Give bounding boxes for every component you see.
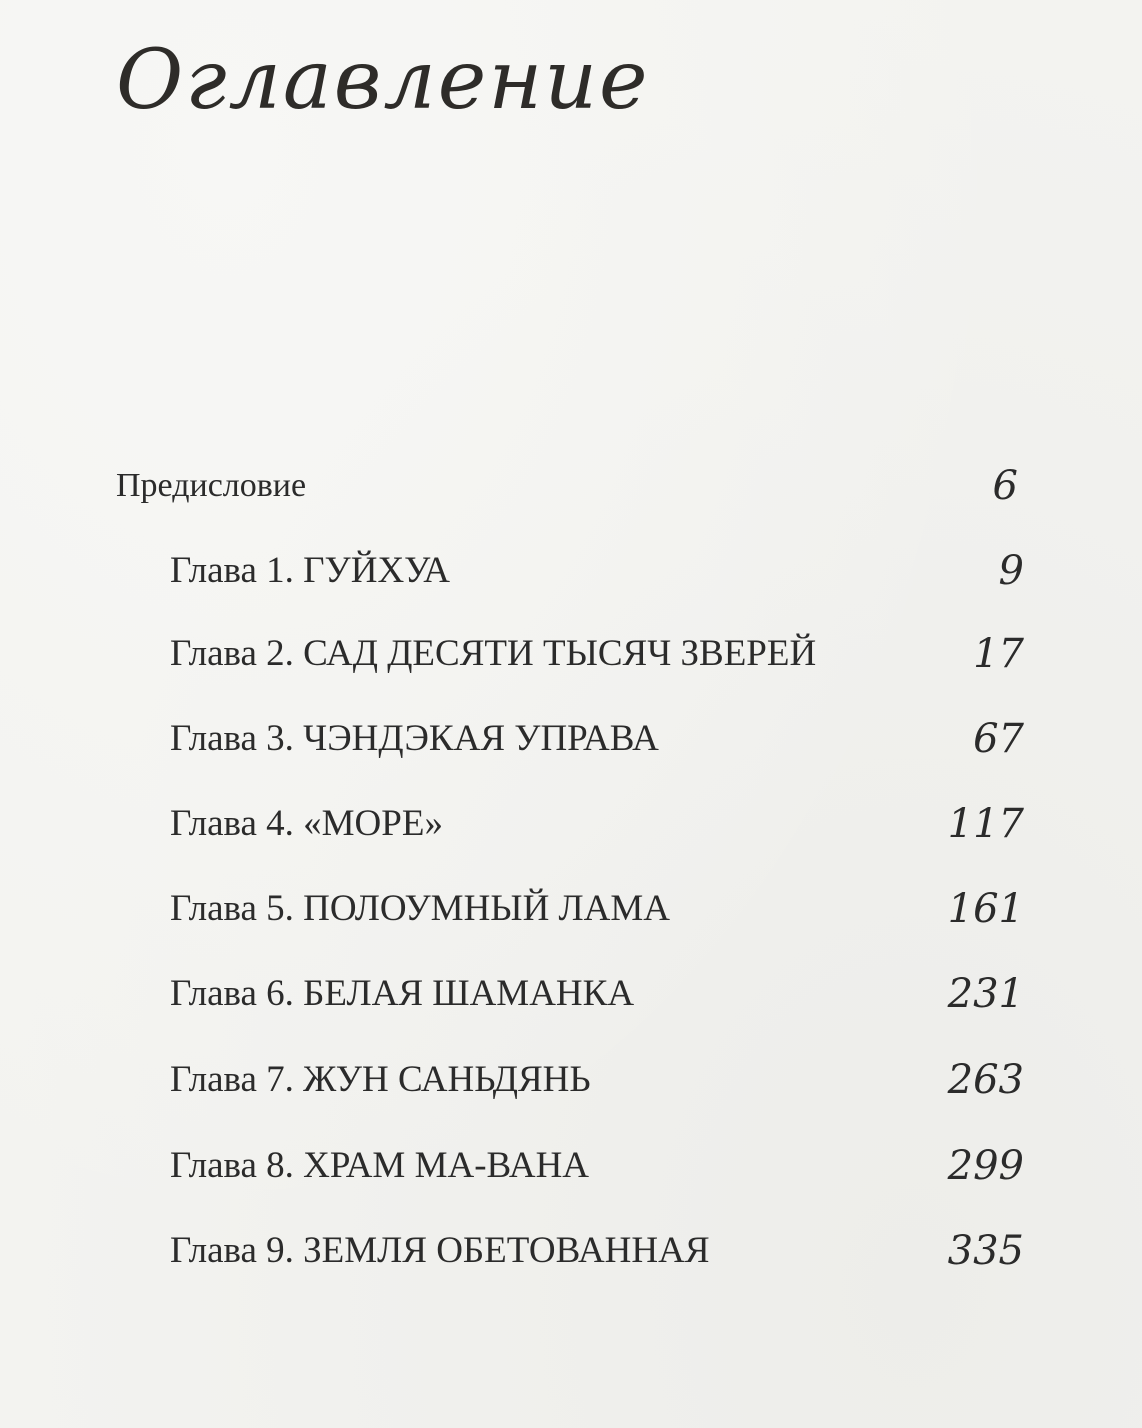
toc-entry-page: 161 [947, 886, 1024, 932]
toc-entry-title: Глава 6. БЕЛАЯ ШАМАНКА [170, 973, 635, 1014]
toc-entry-chapter-5 [0, 879, 1142, 939]
toc-entry-page: 299 [947, 1143, 1024, 1189]
toc-entry-page: 17 [973, 631, 1024, 677]
toc-entry-chapter-4 [0, 794, 1142, 854]
toc-entry-chapter-9 [0, 1221, 1142, 1281]
toc-entry-chapter-3 [0, 709, 1142, 769]
toc-entry-title: Глава 5. ПОЛОУМНЫЙ ЛАМА [170, 888, 670, 929]
toc-entry-page: 263 [947, 1057, 1024, 1103]
toc-entry-page: 231 [947, 971, 1024, 1017]
toc-entry-chapter-6 [0, 964, 1142, 1024]
toc-entry-page: 6 [992, 463, 1018, 509]
toc-entry-title: Глава 2. САД ДЕСЯТИ ТЫСЯЧ ЗВЕРЕЙ [170, 633, 817, 674]
toc-entry-chapter-2 [0, 624, 1142, 684]
toc-entry-title: Глава 7. ЖУН САНЬДЯНЬ [170, 1059, 591, 1100]
toc-entry-title: Глава 1. ГУЙХУА [170, 550, 451, 591]
toc-entry-page: 9 [998, 548, 1024, 594]
toc-entry-title: Глава 9. ЗЕМЛЯ ОБЕТОВАННАЯ [170, 1230, 710, 1271]
page-title: Оглавление [116, 33, 650, 128]
toc-entry-chapter-8 [0, 1136, 1142, 1196]
toc-entry-page: 117 [947, 801, 1024, 847]
toc-entry-chapter-1 [0, 541, 1142, 601]
toc-entry-page: 67 [973, 716, 1024, 762]
toc-entry-title: Глава 8. ХРАМ МА-ВАНА [170, 1145, 590, 1186]
toc-entry-title: Предисловие [116, 467, 307, 504]
toc-entry-preface [0, 456, 1142, 516]
toc-entry-title: Глава 4. «МОРЕ» [170, 803, 443, 844]
toc-entry-page: 335 [947, 1228, 1024, 1274]
toc-entry-title: Глава 3. ЧЭНДЭКАЯ УПРАВА [170, 718, 659, 759]
toc-entry-chapter-7 [0, 1050, 1142, 1110]
